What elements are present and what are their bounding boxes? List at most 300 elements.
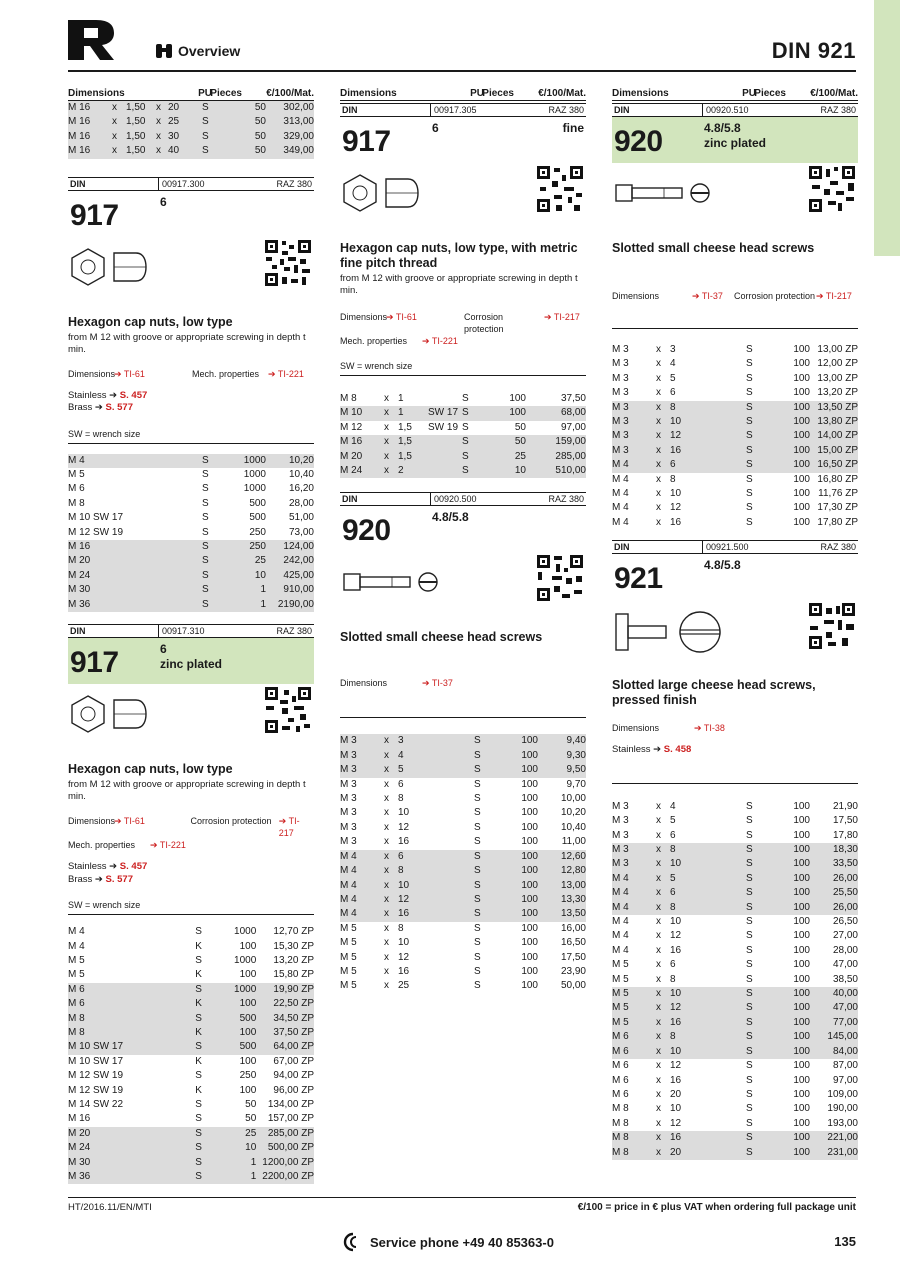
table-cell: 37,50 ZP: [262, 1026, 314, 1040]
table-cell: x: [384, 749, 398, 763]
table-cell: M 20: [340, 450, 384, 464]
table-cell: S: [202, 554, 232, 568]
table-cell: S: [746, 502, 753, 514]
table-cell: S: [474, 836, 481, 848]
table-cell: 100: [793, 516, 810, 528]
qr-code-icon[interactable]: [808, 602, 856, 650]
ref-mech-link[interactable]: ➔ TI-221: [150, 840, 186, 851]
table-cell: 4: [670, 358, 676, 370]
brass-link[interactable]: S. 577: [105, 402, 133, 414]
raz-code: RAZ 380: [820, 105, 856, 115]
table-row: [68, 468, 314, 482]
din-label: DIN: [342, 494, 358, 505]
din-bar: [68, 624, 314, 638]
table-row: [68, 968, 314, 982]
ref-dimensions-link[interactable]: ➔ TI-61: [386, 312, 417, 322]
table-cell: 50,00: [560, 980, 586, 992]
table-cell: M 4: [340, 864, 384, 878]
table-cell: M 3: [612, 815, 629, 827]
table-row: [340, 850, 586, 864]
column-2: [340, 72, 586, 994]
table-cell: x: [384, 435, 398, 449]
ref-corrosion-label: Corrosion protection: [734, 291, 816, 301]
qr-code-icon[interactable]: [264, 239, 312, 287]
table-cell: S: [195, 1170, 223, 1184]
table-cell: 16: [670, 1074, 682, 1086]
table-cell: 25: [492, 450, 532, 464]
table-cell: S: [195, 1070, 202, 1082]
ref-mech-link[interactable]: ➔ TI-221: [422, 336, 458, 346]
table-cell: 510,00: [532, 464, 586, 478]
table-cell: M 4: [612, 458, 656, 472]
article-number: 00920.500: [430, 493, 574, 505]
table-cell: 500: [223, 1012, 262, 1026]
din-number: 920: [342, 514, 391, 548]
table-cell: 100: [776, 987, 816, 1001]
table-cell: x: [384, 836, 389, 848]
table-row: [68, 1055, 314, 1069]
table-cell: 16: [670, 444, 746, 458]
product-description: from M 12 with groove or appropriate screwing in depth t min.: [68, 779, 306, 803]
ref-dimensions-link[interactable]: ➔ TI-38: [694, 723, 725, 734]
table-cell: M 5: [340, 922, 357, 934]
table-cell: S: [746, 843, 776, 857]
table-cell: 190,00: [827, 1103, 858, 1115]
table-cell: M 5: [612, 1001, 656, 1015]
table-cell: M 6: [612, 1045, 656, 1059]
table-cell: [428, 464, 462, 478]
ref-dimensions-link[interactable]: ➔ TI-61: [114, 368, 145, 379]
table-row: [68, 1084, 314, 1098]
table-cell: 100: [793, 387, 810, 399]
table-cell: 16,00: [560, 922, 586, 934]
table-cell: 329,00: [272, 130, 314, 144]
ref-dimensions-link[interactable]: ➔ TI-61: [114, 816, 145, 827]
table-cell: 425,00: [272, 569, 314, 583]
table-cell: 250: [249, 526, 266, 538]
table-row: [612, 800, 858, 814]
table-cell: S: [474, 763, 504, 777]
table-cell: M 24: [68, 1141, 195, 1155]
table-cell: 17,50: [560, 951, 586, 963]
table-row: [68, 482, 314, 496]
table-cell: M 5: [612, 1016, 656, 1030]
header-pu: PU: [470, 88, 484, 99]
table-row: [340, 763, 586, 777]
table-cell: M 6: [612, 1060, 629, 1072]
table-cell: S: [195, 1040, 223, 1054]
stainless-label: Stainless ➔: [68, 389, 118, 401]
table-row: [612, 857, 858, 871]
table-cell: 100: [776, 401, 816, 415]
table-row: [68, 1069, 314, 1083]
table-cell: M 14 SW 22: [68, 1098, 124, 1110]
table-cell: x: [384, 922, 389, 934]
table-cell: x: [384, 421, 389, 433]
table-cell: 11,00: [561, 836, 586, 848]
ref-corrosion-link[interactable]: ➔ TI-217: [816, 291, 852, 301]
table-cell: x: [656, 829, 661, 841]
table-cell: M 4: [68, 454, 202, 468]
table-cell: 10: [492, 464, 532, 478]
ref-dimensions-link[interactable]: ➔ TI-37: [422, 678, 453, 689]
table-cell: 17,50: [832, 815, 858, 827]
table-cell: 500: [249, 497, 266, 509]
ref-corrosion-link[interactable]: ➔ TI-217: [544, 312, 580, 322]
table-row: [612, 401, 858, 415]
table-cell: 51,00: [288, 512, 314, 524]
stainless-link[interactable]: S. 458: [663, 744, 692, 756]
table-cell: 1: [223, 1156, 262, 1170]
product-image-row: [340, 163, 586, 233]
stainless-link[interactable]: S. 457: [119, 861, 148, 873]
stainless-label: Stainless ➔: [68, 861, 118, 873]
table-cell: x: [384, 907, 398, 921]
table-cell: 10,00: [560, 793, 586, 805]
table-cell: x: [656, 800, 661, 812]
table-cell: S: [474, 778, 481, 790]
table-cell: 100: [793, 372, 810, 384]
table-cell: M 16: [340, 435, 384, 449]
ref-dimensions-label: Dimensions: [612, 723, 660, 734]
table-cell: S: [746, 1016, 776, 1030]
table-cell: K: [195, 997, 223, 1011]
table-cell: S: [746, 488, 753, 500]
table-row: [612, 444, 858, 458]
ref-dimensions-label: Dimensions: [68, 816, 116, 827]
table-row: [68, 1170, 314, 1184]
table-cell: 5: [398, 763, 474, 777]
qr-code-icon[interactable]: [536, 165, 584, 213]
table-cell: 100: [776, 857, 816, 871]
table-cell: 11,76 ZP: [818, 488, 858, 500]
table-cell: 100: [239, 1055, 257, 1067]
table-row: [68, 569, 314, 583]
table-cell: 100: [521, 821, 538, 833]
price-table-917-310: [68, 925, 314, 1184]
table-cell: 1,50: [126, 144, 156, 158]
table-cell: M 36: [68, 1170, 195, 1184]
ref-mech-label: Mech. properties: [192, 368, 260, 379]
table-row: [68, 1127, 314, 1141]
table-cell: x: [384, 763, 398, 777]
table-cell: 100: [793, 930, 810, 942]
table-cell: 500,00 ZP: [262, 1141, 314, 1155]
table-cell: M 8: [68, 1012, 195, 1026]
table-cell: x: [656, 401, 670, 415]
table-row: [340, 406, 586, 420]
table-cell: 100: [521, 980, 538, 992]
table-cell: 8: [398, 864, 474, 878]
references: [340, 677, 586, 689]
table-cell: S: [746, 415, 776, 429]
ref-corrosion-link[interactable]: ➔ TI-217: [278, 816, 300, 839]
table-row: [68, 1040, 314, 1054]
table-cell: 100: [504, 864, 544, 878]
column-3: [612, 72, 858, 1160]
table-cell: S: [474, 734, 504, 748]
table-cell: M 6: [612, 1030, 656, 1044]
stainless-link[interactable]: S. 457: [119, 389, 148, 401]
table-cell: 100: [521, 965, 538, 977]
table-cell: S: [474, 937, 481, 949]
section-side-tab[interactable]: [874, 0, 900, 256]
table-cell: S: [202, 569, 232, 583]
table-cell: M 8: [612, 1131, 656, 1145]
price-table-917-305: [340, 392, 586, 478]
table-cell: 1: [398, 406, 428, 420]
table-cell: S: [202, 115, 232, 129]
grade: 6: [432, 121, 439, 135]
table-row: [340, 435, 586, 449]
table-cell: S: [202, 583, 232, 597]
table-cell: 109,00: [827, 1088, 858, 1100]
table-cell: x: [656, 1131, 670, 1145]
table-cell: S: [746, 1001, 776, 1015]
table-cell: 50: [245, 1113, 257, 1125]
table-cell: 100: [504, 763, 544, 777]
table-cell: S: [746, 1088, 753, 1100]
cap-nut-drawing-icon: [70, 694, 150, 734]
table-cell: S: [474, 965, 481, 977]
table-cell: 100: [793, 1117, 810, 1129]
table-cell: x: [656, 473, 661, 485]
table-cell: 21,90: [832, 800, 858, 812]
table-cell: x: [656, 372, 661, 384]
qr-code-icon[interactable]: [536, 554, 584, 602]
table-cell: 1000: [243, 469, 266, 481]
table-cell: 73,00: [288, 526, 314, 538]
table-cell: 100: [776, 886, 816, 900]
table-cell: 100: [239, 1084, 257, 1096]
table-cell: 134,00 ZP: [267, 1098, 314, 1110]
table-row: [340, 879, 586, 893]
qr-code-icon[interactable]: [264, 686, 312, 734]
table-cell: SW 19: [428, 421, 459, 433]
table-cell: M 5: [612, 973, 629, 985]
header-pieces: Pieces: [754, 88, 786, 99]
din-number: 917: [70, 646, 119, 680]
table-row: [612, 487, 858, 501]
product-number-block: [612, 554, 858, 600]
material-refs: [68, 861, 314, 886]
table-cell: S: [746, 916, 753, 928]
table-row: [68, 940, 314, 954]
table-cell: S: [746, 429, 776, 443]
table-cell: 100: [793, 973, 810, 985]
table-cell: 5: [670, 815, 676, 827]
grade: 4.8/5.8: [432, 510, 469, 525]
table-cell: M 5: [612, 987, 656, 1001]
table-cell: S: [746, 944, 753, 956]
table-cell: 10,40: [560, 821, 586, 833]
table-cell: 10: [398, 807, 410, 819]
product-title: Hexagon cap nuts, low type: [68, 762, 233, 777]
table-cell: S: [474, 893, 504, 907]
ref-dimensions-label: Dimensions: [340, 678, 388, 689]
table-cell: S: [746, 987, 776, 1001]
table-cell: 1: [223, 1170, 262, 1184]
table-cell: 67,00 ZP: [273, 1055, 314, 1067]
product-number-block: [340, 506, 586, 552]
table-cell: x: [384, 778, 389, 790]
fine-thread-label: fine: [562, 121, 584, 135]
table-cell: S: [746, 458, 776, 472]
table-cell: 25: [398, 980, 410, 992]
table-cell: 28,00: [288, 497, 314, 509]
table-cell: x: [656, 429, 670, 443]
product-number-block: [612, 117, 858, 163]
table-cell: 12: [670, 1001, 746, 1015]
table-cell: S: [746, 959, 753, 971]
product-image-row: [68, 684, 314, 754]
table-cell: 8: [670, 973, 676, 985]
product-image-row: [612, 163, 858, 233]
table-cell: x: [112, 144, 126, 158]
product-image-row: [340, 552, 586, 622]
product-number-block: [340, 117, 586, 163]
product-title: Slotted small cheese head screws: [340, 630, 543, 645]
table-cell: M 3: [340, 836, 357, 848]
table-row: [68, 1112, 314, 1126]
service-phone-label: Service phone +49 40 85363-0: [370, 1234, 554, 1250]
header-pu: PU: [742, 88, 756, 99]
qr-code-icon[interactable]: [808, 165, 856, 213]
table-cell: 50: [514, 421, 526, 433]
table-row: [612, 958, 858, 972]
table-cell: M 6: [68, 983, 195, 997]
table-cell: x: [384, 850, 398, 864]
table-row: [340, 749, 586, 763]
table-cell: x: [156, 101, 168, 115]
table-row: [68, 130, 314, 144]
table-cell: 250: [232, 540, 272, 554]
table-cell: M 3: [340, 763, 384, 777]
price-table-m16: [68, 101, 314, 159]
table-cell: M 4: [340, 893, 384, 907]
table-cell: M 12 SW 19: [68, 1070, 124, 1082]
table-cell: S: [746, 1103, 753, 1115]
table-row: [612, 1131, 858, 1145]
table-cell: M 3: [340, 793, 357, 805]
table-cell: M 4: [68, 926, 85, 938]
table-cell: 50: [232, 144, 272, 158]
table-cell: 100: [504, 850, 544, 864]
table-cell: 15,30 ZP: [273, 940, 314, 952]
table-cell: S: [746, 1117, 753, 1129]
table-cell: 100: [223, 997, 262, 1011]
phone-icon: [342, 1232, 364, 1252]
table-cell: M 24: [340, 464, 384, 478]
table-cell: 16: [670, 1131, 746, 1145]
table-cell: 910,00: [272, 583, 314, 597]
table-cell: 50: [245, 1098, 257, 1110]
table-cell: 13,00 ZP: [817, 372, 858, 384]
table-cell: x: [656, 987, 670, 1001]
table-cell: 10: [670, 916, 682, 928]
table-cell: M 5: [340, 980, 357, 992]
product-title: Slotted large cheese head screws, pressed finish: [612, 678, 816, 708]
table-cell: M 5: [68, 969, 85, 981]
table-cell: 84,00: [816, 1045, 858, 1059]
table-cell: K: [195, 940, 202, 952]
table-cell: 50: [232, 101, 272, 115]
table-cell: M 8: [340, 393, 357, 404]
ref-mech-link[interactable]: ➔ TI-221: [268, 368, 304, 379]
table-cell: S: [746, 1146, 776, 1160]
table-cell: 2: [398, 464, 428, 478]
overview-link[interactable]: [154, 40, 240, 62]
header-pieces: Pieces: [210, 88, 242, 99]
table-row: [612, 1030, 858, 1044]
table-cell: 500: [249, 512, 266, 524]
table-cell: M 12: [340, 421, 363, 433]
price-table-921-500: [612, 800, 858, 1160]
table-cell: 16,20: [288, 483, 314, 495]
table-cell: 100: [793, 1103, 810, 1115]
table-cell: 20: [670, 1146, 746, 1160]
table-cell: 27,00: [832, 930, 858, 942]
table-cell: 34,50 ZP: [262, 1012, 314, 1026]
header-price: €/100/Mat.: [266, 88, 314, 99]
product-description: from M 12 with groove or appropriate screwing in depth t min.: [340, 273, 578, 296]
table-cell: M 24: [68, 569, 202, 583]
table-cell: 12: [670, 1117, 682, 1129]
table-cell: S: [202, 454, 232, 468]
table-cell: M 4: [612, 944, 629, 956]
table-row: [612, 386, 858, 400]
table-cell: x: [656, 944, 661, 956]
table-row: [612, 944, 858, 958]
table-cell: M 3: [612, 387, 629, 399]
din-bar: [612, 103, 858, 117]
ref-dimensions-link[interactable]: ➔ TI-37: [692, 291, 723, 301]
table-row: [612, 501, 858, 515]
din-bar: [612, 540, 858, 554]
table-cell: 6: [670, 959, 676, 971]
table-row: [612, 1074, 858, 1088]
service-phone[interactable]: [342, 1232, 554, 1252]
table-cell: 10: [670, 415, 746, 429]
table-cell: 100: [776, 458, 816, 472]
table-cell: 50: [232, 130, 272, 144]
table-cell: 8: [670, 843, 746, 857]
table-cell: S: [195, 1127, 223, 1141]
table-cell: 3: [398, 734, 474, 748]
table-cell: S: [746, 372, 753, 384]
table-cell: 20: [670, 1088, 682, 1100]
table-row: [340, 893, 586, 907]
table-cell: x: [384, 464, 398, 478]
table-cell: x: [156, 130, 168, 144]
table-cell: 8: [670, 901, 746, 915]
table-cell: [428, 392, 462, 406]
table-cell: 12: [398, 951, 410, 963]
table-row: [612, 1146, 858, 1160]
price-table-920-500: [340, 734, 586, 993]
table-cell: S: [202, 144, 232, 158]
table-cell: 15,00 ZP: [816, 444, 858, 458]
table-cell: 17,30 ZP: [817, 502, 858, 514]
table-cell: 1: [232, 583, 272, 597]
article-number: 00920.510: [702, 104, 846, 116]
table-cell: 100: [239, 940, 257, 952]
table-cell: M 3: [340, 749, 384, 763]
din-number: 921: [614, 562, 663, 596]
table-cell: x: [384, 734, 398, 748]
table-cell: 47,00: [832, 959, 858, 971]
brass-link[interactable]: S. 577: [105, 873, 133, 885]
